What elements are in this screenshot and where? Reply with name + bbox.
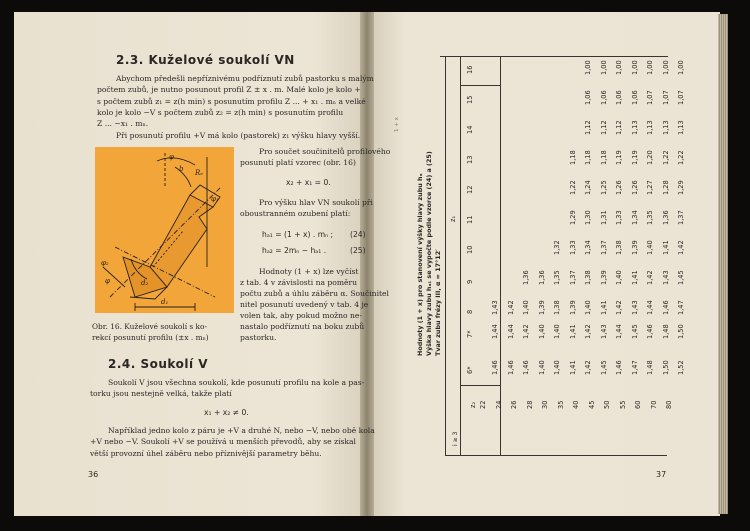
column-header: 14 (466, 125, 474, 134)
table-cell: 1,26 (631, 180, 639, 195)
table-cell: 1,39 (631, 240, 639, 255)
table-cell: 1,43 (662, 270, 670, 285)
table-cell: 1,46 (507, 360, 515, 375)
side-text-line: Pro součet součinitelů profilového (259, 147, 391, 156)
table-cell: 1,24 (584, 180, 592, 195)
table-cell: 1,40 (538, 324, 546, 339)
table-cell: 1,19 (631, 150, 639, 165)
table-cell: 1,44 (491, 324, 499, 339)
table-cell: 1,29 (677, 180, 685, 195)
column-header: 8 (466, 309, 474, 314)
table-cell: 1,00 (646, 60, 654, 75)
table-cell: 1,46 (646, 324, 654, 339)
table-cell: 1,00 (631, 60, 639, 75)
bevel-gear-figure (95, 147, 234, 313)
table-cell: 1,35 (553, 270, 561, 285)
table-cell: 1,38 (615, 240, 623, 255)
side-text-line: pastorku. (240, 333, 277, 342)
side-text-line: oboustranném ozubení platí: (240, 209, 351, 218)
column-header: 15 (466, 95, 474, 104)
table-cell: 1,36 (538, 270, 546, 285)
table-cell: 1,42 (677, 240, 685, 255)
row-header-z2: 24 (495, 400, 503, 409)
paragraph-line: kolo je kolo −V s počtem zubů z₂ = z(h min) s posunutím profilu (97, 108, 344, 117)
table-cell: 1,43 (631, 300, 639, 315)
table-rule (460, 56, 461, 456)
table-cell: 1,37 (600, 240, 608, 255)
table-fraction: i ≥ 3 (452, 431, 459, 446)
table-cell: 1,29 (569, 210, 577, 225)
figure-label: d₁ (161, 298, 169, 306)
table-cell: 1,06 (600, 90, 608, 105)
row-header-z2: 50 (603, 400, 611, 409)
table-cell: 1,12 (600, 120, 608, 135)
page-number-right: 37 (656, 470, 667, 479)
equation-number: (24) (350, 230, 366, 239)
table-cell: 1,48 (662, 324, 670, 339)
side-text-line: Pro výšku hlav VN soukolí při (259, 198, 373, 207)
table-cell: 1,00 (600, 60, 608, 75)
table-cell: 1,13 (646, 120, 654, 135)
table-border (445, 455, 667, 456)
table-cell: 1,43 (600, 324, 608, 339)
table-cell: 1,38 (553, 300, 561, 315)
table-cell: 1,36 (522, 270, 530, 285)
table-cell: 1,46 (522, 360, 530, 375)
paragraph-line: počtem zubů, je nutno posunout profil Z ± x . m. Malé kolo je kolo + (97, 85, 361, 94)
table-cell: 1,46 (662, 300, 670, 315)
row-header-z2: 40 (572, 400, 580, 409)
table-cell: 1,27 (646, 180, 654, 195)
table-cell: 1,12 (584, 120, 592, 135)
table-cell: 1,07 (646, 90, 654, 105)
page-edges (718, 14, 728, 514)
column-header: 16 (466, 65, 474, 74)
paragraph-line: Abychom předešli nepříznivému podříznutí zubů pastorku s malým (116, 74, 374, 83)
table-cell: 1,00 (677, 60, 685, 75)
table-cell: 1,47 (631, 360, 639, 375)
table-cell: 1,40 (584, 300, 592, 315)
column-header: 9 (466, 279, 474, 284)
table-cell: 1,42 (507, 300, 515, 315)
table-cell: 1,41 (569, 360, 577, 375)
table-cell: 1,18 (569, 150, 577, 165)
table-cell: 1,06 (584, 90, 592, 105)
row-header-z2: 45 (588, 400, 596, 409)
table-cell: 1,35 (646, 210, 654, 225)
figure-label: φ (105, 277, 110, 285)
side-text-line: Hodnoty (1 + x) lze vyčíst (259, 267, 359, 276)
table-cell: 1,07 (662, 90, 670, 105)
page-number-left: 36 (88, 470, 99, 479)
equation-v-gear: x₁ + x₂ ≠ 0. (204, 408, 249, 417)
side-text-line: volen tak, aby pokud možno ne- (240, 311, 362, 320)
figure-label: φ (169, 153, 174, 161)
table-cell: 1,45 (600, 360, 608, 375)
row-header-z2: 35 (557, 400, 565, 409)
side-text-line: počtu zubů a úhlu záběru α. Součinitel (240, 289, 389, 298)
paragraph-line: +V nebo −V. Soukolí +V se používá u menších převodů, aby se získal (90, 437, 356, 446)
row-header-z2: 80 (665, 400, 673, 409)
table-cell: 1,40 (522, 300, 530, 315)
stray-mark: 1 + x (394, 117, 400, 132)
figure-caption: Obr. 16. Kuželové soukolí s ko- (92, 322, 207, 331)
table-rule (500, 56, 501, 456)
table-cell: 1,48 (646, 360, 654, 375)
side-text-line: z tab. 4 v závislosti na poměru (240, 278, 358, 287)
column-header: 6* (466, 366, 474, 374)
equation-number: (25) (350, 246, 366, 255)
bevel-gear-drawing (95, 147, 234, 313)
column-header: 12 (466, 185, 474, 194)
table-caption-line: Výška hlavy zubu hₐ₁ se vypočte podle vzorce (24) a (25) (425, 151, 433, 356)
table-cell: 1,06 (631, 90, 639, 105)
table-cell: 1,32 (553, 240, 561, 255)
table-cell: 1,25 (600, 180, 608, 195)
table-cell: 1,19 (615, 150, 623, 165)
table-cell: 1,22 (569, 180, 577, 195)
table-cell: 1,42 (584, 360, 592, 375)
side-text-line: posunutí platí vzorec (obr. 16) (240, 158, 356, 167)
table-cell: 1,42 (615, 300, 623, 315)
table-cell: 1,33 (569, 240, 577, 255)
paragraph-line: s počtem zubů z₁ = z(h min) s posunutím profilu Z ... + x₁ . mₙ a velké (97, 97, 366, 106)
table-cell: 1,44 (646, 300, 654, 315)
table-cell: 1,13 (677, 120, 685, 135)
table-top-rule (440, 56, 668, 57)
table-cell: 1,41 (662, 240, 670, 255)
table-cell: 1,40 (538, 360, 546, 375)
table-rule (460, 85, 500, 86)
table-cell: 1,06 (615, 90, 623, 105)
table-cell: 1,07 (677, 90, 685, 105)
table-cell: 1,44 (615, 324, 623, 339)
row-header-z2: 22 (479, 400, 487, 409)
table-cell: 1,41 (631, 270, 639, 285)
table-cell: 1,47 (677, 300, 685, 315)
table-cell: 1,39 (569, 300, 577, 315)
table-cell: 1,00 (662, 60, 670, 75)
table-cell: 1,34 (631, 210, 639, 225)
table-cell: 1,40 (646, 240, 654, 255)
section-title-gear-v: 2.4. Soukolí V (108, 357, 209, 371)
table-cell: 1,30 (584, 210, 592, 225)
table-cell: 1,33 (615, 210, 623, 225)
table-cell: 1,12 (615, 120, 623, 135)
paragraph-line: větší provozní úhel záběru nebo příznivější parametry běhu. (90, 449, 322, 458)
table-cell: 1,39 (538, 300, 546, 315)
table-cell: 1,18 (600, 150, 608, 165)
table-cell: 1,26 (615, 180, 623, 195)
paragraph-line: torku jsou nestejně velká, takže platí (90, 389, 232, 398)
paragraph-line: Při posunutí profilu +V má kolo (pastorek) z₁ výšku hlavy vyšší. (116, 131, 361, 140)
table-cell: 1,00 (615, 60, 623, 75)
figure-label: φ₁ (211, 195, 219, 203)
table-cell: 1,00 (584, 60, 592, 75)
table-cell: 1,41 (569, 324, 577, 339)
side-text-line: nitel posunutí uvedený v tab. 4 je (240, 300, 369, 309)
paragraph-line: Například jedno kolo z páru je +V a druhé N, nebo −V, nebo obě kola (108, 426, 375, 435)
table-cell: 1,37 (569, 270, 577, 285)
row-header-z2: 60 (634, 400, 642, 409)
figure-label: Rₑ (195, 169, 203, 177)
table-cell: 1,13 (631, 120, 639, 135)
table-cell: 1,40 (553, 324, 561, 339)
table-cell: 1,42 (584, 324, 592, 339)
column-header: 13 (466, 155, 474, 164)
table-cell: 1,40 (553, 360, 561, 375)
table-cell: 1,43 (491, 300, 499, 315)
side-text-line: nastalo podříznutí na boku zubů (240, 322, 365, 331)
section-title-bevel-gear: 2.3. Kuželové soukolí VN (116, 53, 295, 67)
equation-ha2: hₐ₂ = 2mₙ − hₐ₁ . (262, 246, 327, 255)
figure-label: d₂ (141, 279, 149, 287)
book-gutter (360, 12, 374, 516)
table-cell: 1,50 (677, 324, 685, 339)
table-cell: 1,37 (677, 210, 685, 225)
equation-sum: x₂ + x₁ = 0. (286, 178, 331, 187)
table-caption-line: Tvar zubu frézy III, α = 17°12′ (434, 249, 442, 356)
column-header: 7* (466, 330, 474, 338)
table-border (445, 56, 446, 456)
table-cell: 1,34 (584, 240, 592, 255)
table-cell: 1,22 (677, 150, 685, 165)
table-cell: 1,38 (584, 270, 592, 285)
table-cell: 1,28 (662, 180, 670, 195)
table-top-label: z₁ (449, 215, 457, 222)
paragraph-line: Soukolí V jsou všechna soukolí, kde posunutí profilu na kole a pas- (108, 378, 365, 387)
table-cell: 1,42 (522, 324, 530, 339)
figure-label: b (179, 165, 184, 173)
table-cell: 1,45 (677, 270, 685, 285)
row-header-z2: 26 (510, 400, 518, 409)
column-header: 11 (466, 215, 474, 224)
table-cell: 1,42 (646, 270, 654, 285)
table-rule (460, 385, 500, 386)
table-cell: 1,41 (600, 300, 608, 315)
table-cell: 1,46 (615, 360, 623, 375)
table-cell: 1,36 (662, 210, 670, 225)
table-caption-line: Hodnoty (1 + x) pro stanovení výšky hlavy zubu hₐ (416, 173, 424, 356)
table-cell: 1,20 (646, 150, 654, 165)
row-header-z2: 30 (541, 400, 549, 409)
table-cell: 1,31 (600, 210, 608, 225)
figure-label: φ₂ (101, 259, 109, 267)
table-cell: 1,13 (662, 120, 670, 135)
table-cell: 1,22 (662, 150, 670, 165)
paragraph-line: Z ... −x₁ . mₙ. (97, 119, 149, 128)
row-header-z2: 28 (526, 400, 534, 409)
table-cell: 1,50 (662, 360, 670, 375)
table-corner-label: z₂ (469, 401, 477, 408)
row-header-z2: 70 (650, 400, 658, 409)
table-cell: 1,52 (677, 360, 685, 375)
table-cell: 1,18 (584, 150, 592, 165)
row-header-z2: 55 (619, 400, 627, 409)
figure-caption: rekcí posunutí profilu (±x . mₙ) (92, 333, 209, 342)
column-header: 10 (466, 245, 474, 254)
table-cell: 1,44 (507, 324, 515, 339)
table-cell: 1,40 (615, 270, 623, 285)
equation-ha1: hₐ₁ = (1 + x) . mₙ ; (262, 230, 334, 239)
table-cell: 1,45 (631, 324, 639, 339)
table-cell: 1,46 (491, 360, 499, 375)
table-cell: 1,39 (600, 270, 608, 285)
